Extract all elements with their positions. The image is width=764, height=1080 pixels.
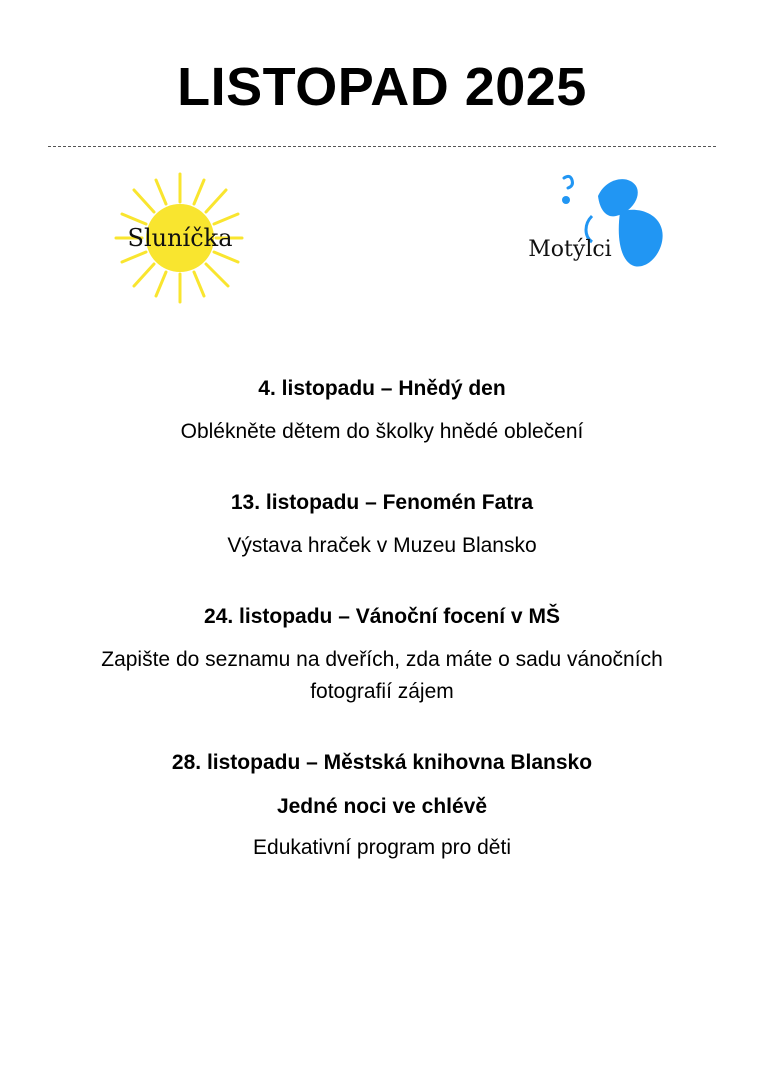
butterfly-logo xyxy=(524,172,672,284)
event-item xyxy=(0,746,764,864)
dashed-divider xyxy=(48,146,716,147)
event-description: Oblékněte dětem do školky hnědé oblečení xyxy=(180,420,584,443)
event-item xyxy=(0,372,764,448)
events-list xyxy=(0,372,764,864)
event-heading: 24. listopadu – Vánoční focení v MŠ xyxy=(204,605,560,628)
event-heading: 28. listopadu – Městská knihovna Blansko xyxy=(171,751,593,774)
sun-logo-text: Sluníčka xyxy=(127,224,233,252)
sun-logo xyxy=(108,168,248,308)
event-subheading: Jedné noci ve chlévě xyxy=(276,795,488,818)
event-item xyxy=(0,486,764,562)
event-heading: 4. listopadu – Hnědý den xyxy=(258,377,506,400)
butterfly-logo-text: Motýlci xyxy=(528,237,612,262)
event-description: Edukativní program pro děti xyxy=(253,836,511,859)
page-title: LISTOPAD 2025 xyxy=(177,57,587,117)
event-description: Výstava hraček v Muzeu Blansko xyxy=(227,534,537,557)
event-description: Zapište do seznamu na dveřích, zda máte o sadu vánočních fotografií zájem xyxy=(101,648,663,703)
event-item xyxy=(0,600,764,708)
event-heading: 13. listopadu – Fenomén Fatra xyxy=(230,491,534,514)
